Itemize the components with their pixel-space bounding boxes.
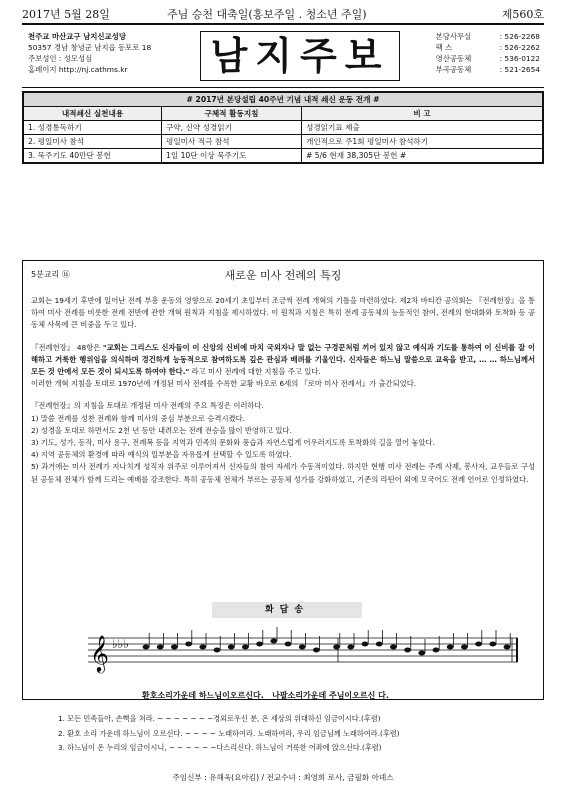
note [390, 645, 397, 650]
phone-row: 영산공동체 : 536-0122 [435, 54, 540, 63]
note [171, 645, 178, 650]
column-header: 내적쇄신 실천내용 [24, 107, 162, 121]
article-kicker: 5분교리 ⑯ [31, 270, 70, 279]
list-item: 2) 성경을 토대로 하면서도 2천 년 동안 내려오는 전례 전승을 많이 반영하고 있다. [31, 425, 292, 435]
liturgical-title: 주님 승천 대축일(홍보주일 . 청소년 주일) [167, 8, 367, 21]
phone-row: 부곡공동체 : 521-2654 [435, 65, 540, 74]
note [475, 642, 482, 647]
note [199, 645, 206, 650]
issue-header [22, 6, 544, 22]
list-item: 1) 말씀 전례를 성찬 전례와 함께 미사의 중심 부분으로 승격시켰다. [31, 413, 245, 423]
phone-list [436, 31, 540, 75]
note [447, 645, 454, 650]
note [313, 648, 320, 653]
list-item: 4) 지역 공동체의 환경에 따라 예식의 일부분을 자유롭게 선택할 수 있도록 하였다. [31, 450, 292, 460]
bulletin-logo: 남지주보 [200, 31, 400, 81]
note [376, 642, 383, 647]
column-header: 구체적 활동지침 [162, 107, 302, 121]
note [270, 639, 277, 644]
paragraph: 『전례헌장』 48항은 "교회는 그리스도 신자들이 이 신앙의 신비에 마치 국외자나 말 없는 구경꾼처럼 끼어 있지 않고 예식과 기도를 통하여 이 신비를 잘 이해하고 거룩한 행위임을 의식하며 경건하게 능동적으로 참여하도록 깊은 관심과 배려를 기울인다. 신자들은 하느님 말씀으로 교육을 받고, … … 하느님께서 모든 것 안에서 모든 것이 되시도록 하여야 한다." 라고 미사 전례에 대한 지침을 주고 있다. [31, 342, 535, 377]
note [143, 645, 150, 650]
note [157, 645, 164, 650]
hymn-title: 화답송 [212, 602, 362, 618]
issue-number: 제560호 [501, 8, 544, 21]
campaign-heading: # 2017년 본당설립 40주년 기념 내적 쇄신 운동 전개 # [24, 93, 543, 107]
music-staff [88, 624, 518, 680]
note [285, 642, 292, 647]
verse: 3. 하느님이 온 누리의 임금이시니, ~ ~ ~ ~ ~ ~다스리신다. 하느님이 거룩한 어좌에 앉으신다.(후렴) [58, 743, 382, 752]
refrain-lyrics: 환호소리가운데 하느님이오르신다. 나팔소리가운데 주님이오르신 다. [142, 691, 389, 700]
paragraph: 『전례헌장』의 지침을 토대로 개정된 미사 전례의 주요 특징은 이러하다. [31, 401, 264, 411]
note [404, 648, 411, 653]
table-row: 3. 묵주기도 40만단 봉헌 1일 10단 이상 묵주기도 # 5/6 현재 38,305단 봉헌 # [24, 149, 543, 163]
article-title: 새로운 미사 전례의 특징 [224, 269, 342, 282]
column-header: 비 고 [302, 107, 543, 121]
parish-info [28, 31, 151, 75]
note [333, 645, 340, 650]
paragraph: 교회는 19세기 후반에 일어난 전례 부흥 운동의 영향으로 20세기 초입부터 조금씩 전례 개혁의 기틀을 마련하였다. 제2차 바티칸 공의회는 『전례헌장』을 통하여 미사 전례를 비롯한 전례 전반에 관한 개혁 원칙과 지침을 제시하였다. 이 원칙과 지침은 특히 전례 공동체의 능동적인 참여, 전례의 현대화와 토착화 등 공동체 사목에 큰 비중을 두고 있다. [31, 296, 535, 330]
note [504, 645, 511, 650]
table-row: 1. 성경통독하기 구약, 신약 성경읽기 성경읽기표 제출 [24, 121, 543, 135]
phone-row: 본당사무실 : 526-2268 [435, 32, 540, 41]
flat-icon: ♭♭♭ [112, 637, 129, 651]
treble-clef-icon: 𝄞 [90, 634, 109, 672]
note [242, 645, 249, 650]
note [214, 648, 221, 653]
note [433, 648, 440, 653]
note [347, 645, 354, 650]
parish-address: 50357 경남 창녕군 남지읍 동포로 18 [28, 43, 152, 52]
article-body [31, 295, 535, 486]
list-item: 3) 기도, 성가, 동작, 미사 용구, 전례복 등을 지역과 민족의 문화와 풍습과 자연스럽게 어우러지도록 토착화의 길을 열어 놓았다. [31, 438, 435, 448]
verse: 2. 환호 소리 가운데 하느님이 오르신다. ~ ~ ~ ~ 노래하여라. 노래하여라, 우리 임금님께 노래하여라.(후렴) [58, 728, 400, 738]
campaign-table [22, 91, 544, 164]
masthead-rule [22, 87, 544, 88]
parish-homepage[interactable]: 홈페이지 http://nj.cathms.kr [28, 65, 128, 74]
issue-date: 2017년 5월 28일 [22, 8, 110, 21]
header-rule [22, 23, 544, 25]
table-row: 2. 평일미사 참석 평일미사 적극 참석 개인적으로 주1회 평일미사 참석하기 [24, 135, 543, 149]
note [185, 642, 192, 647]
note [299, 645, 306, 650]
note [418, 651, 425, 656]
note [362, 642, 369, 647]
verse: 1. 모든 민족들아, 손뼉을 쳐라. ~ ~ ~ ~ ~ ~ ~경외로우신 분, 온 세상의 위대하신 임금이시다.(후렴) [58, 714, 381, 723]
masthead [22, 27, 544, 83]
list-item: 5) 과거에는 미사 전례가 지나치게 성직자 위주로 이루어져서 신자들의 참여 자세가 수동적이었다. 하지만 현행 미사 전례는 주례 사제, 봉사자, 교우들로 구성된 공동체 전체가 함께 드리는 예배를 강조한다. 특히 공동체 전체가 부르는 공동체 성가를 강화하였고, 기존의 라틴어 외에 모국어도 전례 언어로 인정하였다. [31, 462, 535, 484]
parish-name: 천주교 마산교구 남지신교성당 [28, 32, 126, 41]
clergy-footer: 주임신부 : 유해욱(요아킴) / 전교수녀 : 최영희 로사, 금필화 아녜스 [172, 773, 394, 782]
quote: "교회는 그리스도 신자들이 이 신앙의 신비에 마치 국외자나 말 없는 구경꾼처럼 끼어 있지 않고 예식과 기도를 통하여 이 신비를 잘 이해하고 거룩한 행위임을 의식하며 경건하게 능동적으로 참여하도록 깊은 관심과 배려를 기울인다. 신자들은 하느님 말씀으로 교육을 받고, … … 하느님께서 모든 것 안에서 모든 것이 되시도록 하여야 한다." [31, 342, 535, 377]
note [256, 642, 263, 647]
note [228, 645, 235, 650]
psalm-verses [58, 712, 528, 756]
note [461, 645, 468, 650]
paragraph: 이러한 개혁 지침을 토대로 1970년에 개정된 미사 전례를 수록한 교황 바오로 6세의 『로마 미사 전례서』가 출간되었다. [31, 379, 417, 389]
phone-row: 팩 스 : 526-2262 [435, 43, 540, 52]
parish-patron: 주보성인 : 성모성심 [28, 54, 93, 63]
note [489, 642, 496, 647]
